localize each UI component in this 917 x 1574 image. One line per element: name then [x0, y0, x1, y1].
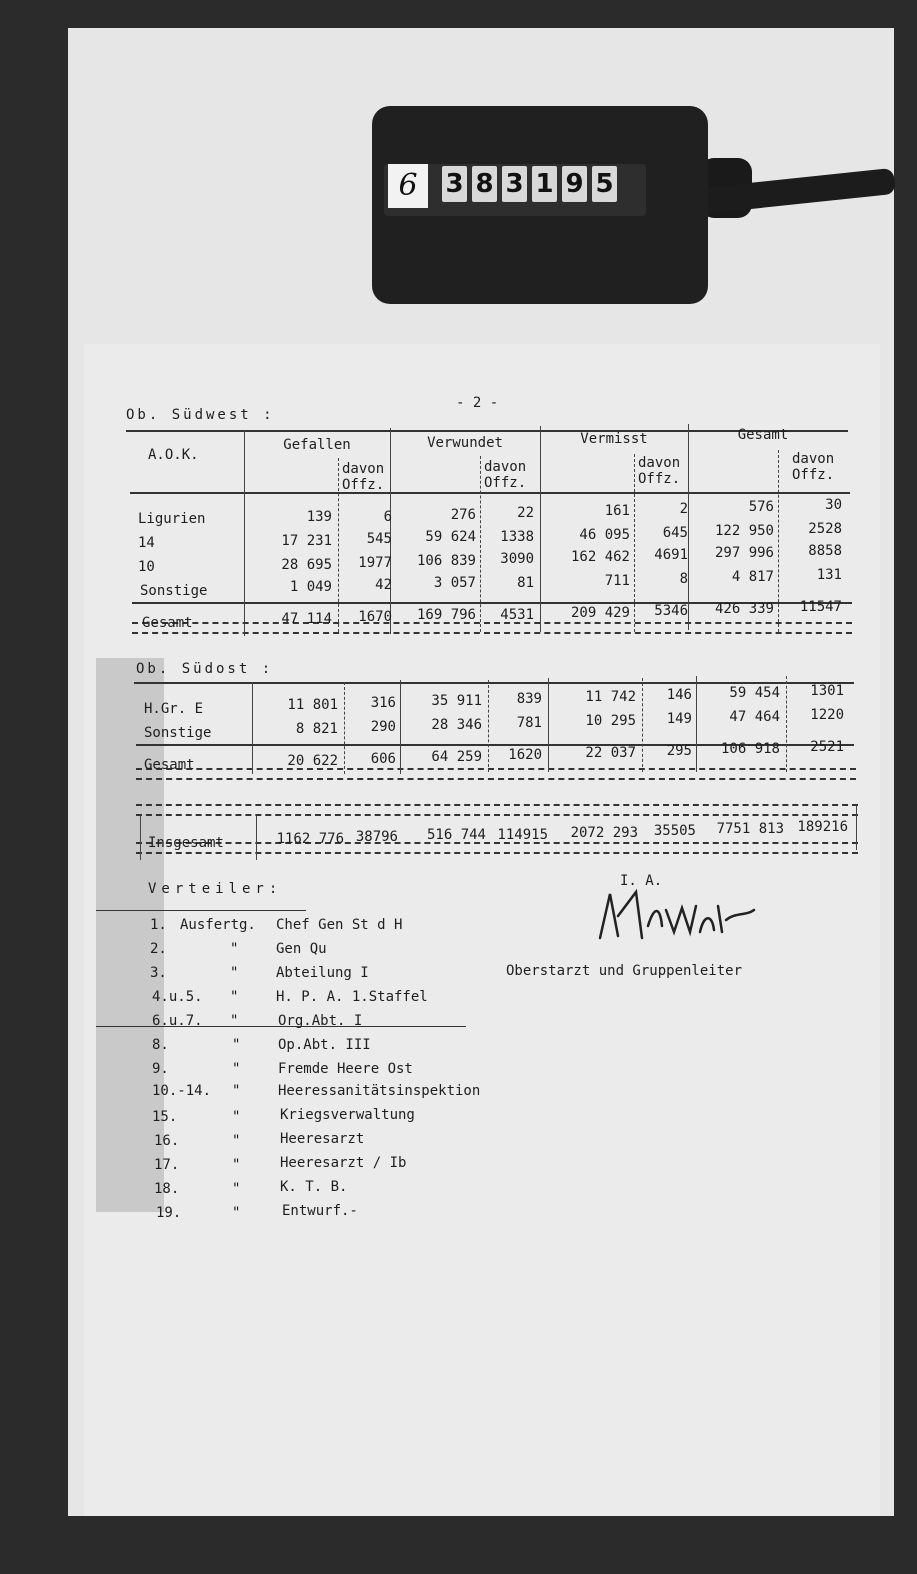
- row-label: 10: [138, 559, 155, 575]
- cell: 3090: [500, 551, 534, 567]
- insgesamt-cell: 7751 813: [716, 821, 784, 837]
- verteiler-recipient: Heeresarzt / Ib: [280, 1155, 407, 1171]
- verteiler-recipient: Kriegsverwaltung: [280, 1107, 415, 1123]
- verteiler-recipient: Heeressanitätsinspektion: [278, 1083, 481, 1099]
- cell: 1977: [358, 555, 392, 571]
- verteiler-recipient: Entwurf.-: [282, 1203, 358, 1219]
- verteiler-recipient: Op.Abt. III: [278, 1037, 371, 1053]
- cell: 290: [370, 719, 396, 735]
- verteiler-mark: ": [230, 989, 239, 1005]
- table-divider: [688, 424, 689, 630]
- insgesamt-cell: 516 744: [426, 827, 486, 843]
- counter-digit: 3: [442, 166, 467, 202]
- verteiler-mark: ": [232, 1157, 241, 1173]
- row-label: H.Gr. E: [144, 701, 204, 717]
- verteiler-recipient: Org.Abt. I: [278, 1013, 363, 1029]
- total-cell: 169 796: [416, 607, 476, 623]
- insgesamt-cell: 114915: [497, 827, 548, 843]
- table-divider: [256, 816, 257, 860]
- cell: 28 346: [431, 717, 482, 733]
- cell: 1338: [500, 529, 534, 545]
- verteiler-num: 17.: [154, 1157, 180, 1173]
- total-cell: 47 114: [281, 611, 332, 627]
- counter-digit: 3: [502, 166, 527, 202]
- verteiler-num: 16.: [154, 1133, 180, 1149]
- header-vermisst: Vermisst: [580, 431, 648, 447]
- header-offz: Offz.: [792, 467, 835, 483]
- counter-digit: 9: [562, 166, 587, 202]
- cell: 4691: [654, 547, 688, 563]
- verteiler-mark: ": [230, 1013, 239, 1029]
- cell: 11 801: [287, 697, 338, 713]
- verteiler-rule: [96, 910, 306, 911]
- header-offz: Offz.: [638, 471, 681, 487]
- insgesamt-cell: 2072 293: [570, 825, 638, 841]
- verteiler-mark: ": [232, 1061, 241, 1077]
- cell: 297 996: [714, 545, 774, 561]
- verteiler-mark: ": [230, 941, 239, 957]
- cell: 276: [450, 507, 476, 523]
- verteiler-recipient: H. P. A. 1.Staffel: [276, 989, 428, 1005]
- table-divider: [488, 680, 489, 772]
- verteiler-mark: ": [232, 1133, 241, 1149]
- verteiler-mark: ": [232, 1205, 241, 1221]
- cell: 106 839: [416, 553, 476, 569]
- insgesamt-cell: 1162 776: [276, 831, 344, 847]
- verteiler-mark: ": [232, 1181, 241, 1197]
- total-cell: 22 037: [585, 745, 636, 761]
- cell: 8858: [808, 543, 842, 559]
- cell: 11 742: [585, 689, 636, 705]
- section-title-sudost: Ob. Südost :: [136, 661, 274, 677]
- total-cell: 4531: [500, 607, 534, 623]
- verteiler-mark: ": [232, 1083, 241, 1099]
- table-divider: [540, 426, 541, 632]
- total-cell: 64 259: [431, 749, 482, 765]
- verteiler-num: 4.u.5.: [152, 989, 203, 1005]
- table-divider: [338, 458, 339, 632]
- signature-ia: I. A.: [620, 873, 663, 889]
- table-rule-dashed: [136, 814, 858, 816]
- verteiler-num: 9.: [152, 1061, 169, 1077]
- cell: 3 057: [433, 575, 476, 591]
- insgesamt-cell: 35505: [653, 823, 696, 839]
- table-divider: [778, 450, 779, 632]
- verteiler-mark: ": [232, 1109, 241, 1125]
- table-divider: [786, 676, 787, 772]
- table-rule-dashed: [136, 852, 858, 854]
- verteiler-num: 10.-14.: [152, 1083, 212, 1099]
- row-label: Sonstige: [140, 583, 208, 599]
- verteiler-num: 3.: [150, 965, 167, 981]
- total-cell: 106 918: [720, 741, 780, 757]
- section-title-sudwest: Ob. Südwest :: [126, 407, 275, 423]
- header-davon: davon: [792, 451, 835, 467]
- verteiler-num: 18.: [154, 1181, 180, 1197]
- verteiler-recipient: Heeresarzt: [280, 1131, 365, 1147]
- total-cell: 1670: [358, 609, 392, 625]
- table-divider: [140, 816, 141, 860]
- table-divider: [400, 680, 401, 774]
- row-label: Ligurien: [138, 511, 206, 527]
- verteiler-recipient: Chef Gen St d H: [276, 917, 403, 933]
- table-rule-dashed: [136, 768, 856, 770]
- cell: 59 454: [729, 685, 780, 701]
- table-divider: [252, 682, 253, 774]
- cell: 149: [666, 711, 692, 727]
- cell: 81: [517, 575, 534, 591]
- table-divider: [696, 676, 697, 772]
- table-rule-dashed: [136, 778, 856, 780]
- header-davon: davon: [342, 461, 385, 477]
- page-number: - 2 -: [456, 395, 499, 411]
- verteiler-recipient: Gen Qu: [276, 941, 327, 957]
- cell: 316: [370, 695, 396, 711]
- header-offz: Offz.: [484, 475, 527, 491]
- cell: 8: [679, 571, 688, 587]
- table-divider: [642, 678, 643, 772]
- cell: 545: [366, 531, 392, 547]
- cell: 839: [516, 691, 542, 707]
- cell: 17 231: [281, 533, 332, 549]
- cell: 146: [666, 687, 692, 703]
- total-cell: 2521: [810, 739, 844, 755]
- header-gesamt: Gesamt: [737, 427, 789, 443]
- table-divider: [344, 682, 345, 774]
- verteiler-recipient: K. T. B.: [280, 1179, 348, 1195]
- header-verwundet: Verwundet: [427, 435, 503, 451]
- verteiler-num: 2.: [150, 941, 167, 957]
- cell: 46 095: [579, 527, 630, 543]
- verteiler-title: Verteiler:: [148, 881, 283, 897]
- signature-scribble: [596, 886, 766, 946]
- cell: 2528: [808, 521, 842, 537]
- table-divider: [856, 806, 857, 850]
- header-davon: davon: [484, 459, 527, 475]
- total-label: Gesamt: [142, 615, 193, 631]
- verteiler-mark: Ausfertg.: [180, 917, 256, 933]
- counter-digit: 8: [472, 166, 497, 202]
- cell: 131: [816, 567, 842, 583]
- total-cell: 209 429: [570, 605, 630, 621]
- verteiler-num: 1.: [150, 917, 167, 933]
- frame-counter: [372, 106, 708, 304]
- verteiler-num: 19.: [156, 1205, 182, 1221]
- table-rule-dashed: [132, 632, 852, 634]
- total-cell: 11547: [799, 599, 842, 615]
- header-gefallen: Gefallen: [283, 437, 351, 453]
- table-rule-dashed: [136, 804, 858, 806]
- insgesamt-cell: 38796: [355, 829, 398, 845]
- cell: 576: [748, 499, 774, 515]
- row-label: 14: [138, 535, 155, 551]
- verteiler-num: 8.: [152, 1037, 169, 1053]
- counter-digit: 1: [532, 166, 557, 202]
- header-offz: Offz.: [342, 477, 385, 493]
- cell: 4 817: [731, 569, 774, 585]
- table-rule: [130, 492, 850, 494]
- table-divider: [480, 456, 481, 632]
- cell: 781: [516, 715, 542, 731]
- verteiler-num: 6.u.7.: [152, 1013, 203, 1029]
- verteiler-num: 15.: [152, 1109, 178, 1125]
- verteiler-mark: ": [232, 1037, 241, 1053]
- cell: 1 049: [289, 579, 332, 595]
- total-cell: 295: [666, 743, 692, 759]
- cell: 42: [375, 577, 392, 593]
- cell: 8 821: [295, 721, 338, 737]
- cell: 139: [306, 509, 332, 525]
- cell: 22: [517, 505, 534, 521]
- counter-prefix: 6: [388, 164, 428, 208]
- insgesamt-cell: 189216: [797, 819, 848, 835]
- cell: 645: [662, 525, 688, 541]
- verteiler-rule: [96, 1026, 466, 1027]
- row-label: Sonstige: [144, 725, 212, 741]
- cell: 711: [604, 573, 630, 589]
- total-cell: 606: [370, 751, 396, 767]
- verteiler-mark: ": [230, 965, 239, 981]
- counter-digit: 5: [592, 166, 617, 202]
- verteiler-recipient: Abteilung I: [276, 965, 369, 981]
- table-divider: [244, 430, 245, 636]
- insgesamt-label: Insgesamt: [148, 835, 224, 851]
- counter-digits: [442, 166, 617, 204]
- total-cell: 426 339: [714, 601, 774, 617]
- cell: 6: [383, 509, 392, 525]
- total-cell: 20 622: [287, 753, 338, 769]
- cell: 28 695: [281, 557, 332, 573]
- verteiler-recipient: Fremde Heere Ost: [278, 1061, 413, 1077]
- table-divider: [634, 454, 635, 632]
- signature-title: Oberstarzt und Gruppenleiter: [506, 963, 743, 979]
- cell: 47 464: [729, 709, 780, 725]
- cell: 161: [604, 503, 630, 519]
- cell: 162 462: [570, 549, 630, 565]
- total-cell: 5346: [654, 603, 688, 619]
- cell: 122 950: [714, 523, 774, 539]
- cell: 59 624: [425, 529, 476, 545]
- cell: 30: [825, 497, 842, 513]
- total-label: Gesamt: [144, 757, 195, 773]
- cell: 2: [679, 501, 688, 517]
- total-cell: 1620: [508, 747, 542, 763]
- cell: 10 295: [585, 713, 636, 729]
- cell: 1301: [810, 683, 844, 699]
- header-aok: A.O.K.: [148, 447, 199, 463]
- table-divider: [548, 678, 549, 772]
- cell: 1220: [810, 707, 844, 723]
- cell: 35 911: [431, 693, 482, 709]
- header-davon: davon: [638, 455, 681, 471]
